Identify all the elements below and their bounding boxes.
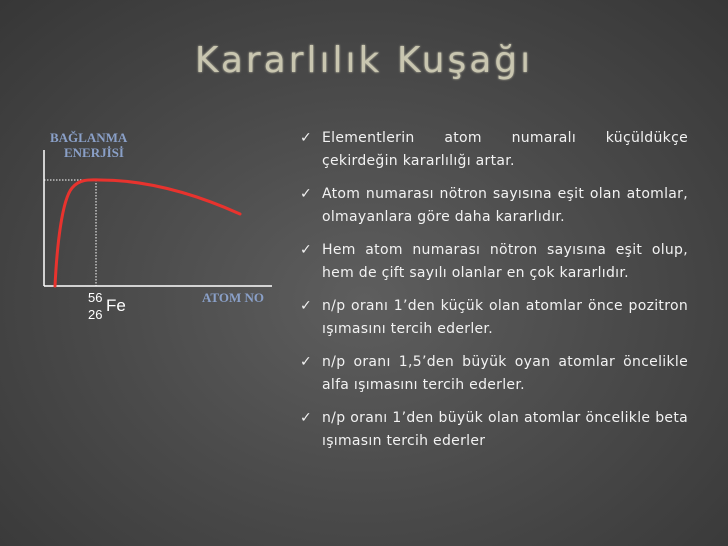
bullet-item	[296, 295, 688, 341]
binding-energy-curve	[55, 180, 240, 286]
bullet-text: Elementlerin atom numaralı küçüldükçe çekirdeğin kararlılığı artar.	[322, 130, 688, 169]
checkmark-icon: ✓	[300, 242, 313, 258]
bullet-item	[296, 351, 688, 397]
x-axis-label: ATOM NO	[202, 290, 264, 305]
bullet-text: n/p oranı 1’den büyük olan atomlar öncelikle beta ışımasın tercih ederler	[322, 410, 688, 449]
checkmark-icon: ✓	[300, 130, 313, 146]
iron-nuclide-label	[86, 290, 146, 330]
checkmark-icon: ✓	[300, 298, 313, 314]
fe-atomic-number: 26	[88, 307, 103, 322]
binding-energy-chart	[0, 0, 290, 340]
bullet-item	[296, 407, 688, 453]
bullet-list	[296, 127, 688, 463]
bullet-text: Hem atom numarası nötron sayısına eşit olup, hem de çift sayılı olanlar en çok kararlıdır.	[322, 242, 688, 281]
bullet-text: Atom numarası nötron sayısına eşit olan atomlar, olmayanlara göre daha kararlıdır.	[322, 186, 688, 225]
checkmark-icon: ✓	[300, 354, 313, 370]
fe-symbol: Fe	[106, 296, 126, 315]
bullet-item	[296, 127, 688, 173]
bullet-text: n/p oranı 1’den küçük olan atomlar önce pozitron ışımasını tercih ederler.	[322, 298, 688, 337]
y-axis-label-line2: ENERJİSİ	[64, 145, 124, 160]
checkmark-icon: ✓	[300, 186, 313, 202]
bullet-text: n/p oranı 1,5’den büyük oyan atomlar öncelikle alfa ışımasını tercih ederler.	[322, 354, 688, 393]
checkmark-icon: ✓	[300, 410, 313, 426]
chart-svg	[0, 0, 290, 340]
fe-mass-number: 56	[88, 290, 103, 305]
slide-title: Kararlılık Kuşağı	[194, 40, 534, 81]
bullet-item	[296, 183, 688, 229]
y-axis-label-line1: BAĞLANMA	[50, 130, 128, 145]
bullet-item	[296, 239, 688, 285]
